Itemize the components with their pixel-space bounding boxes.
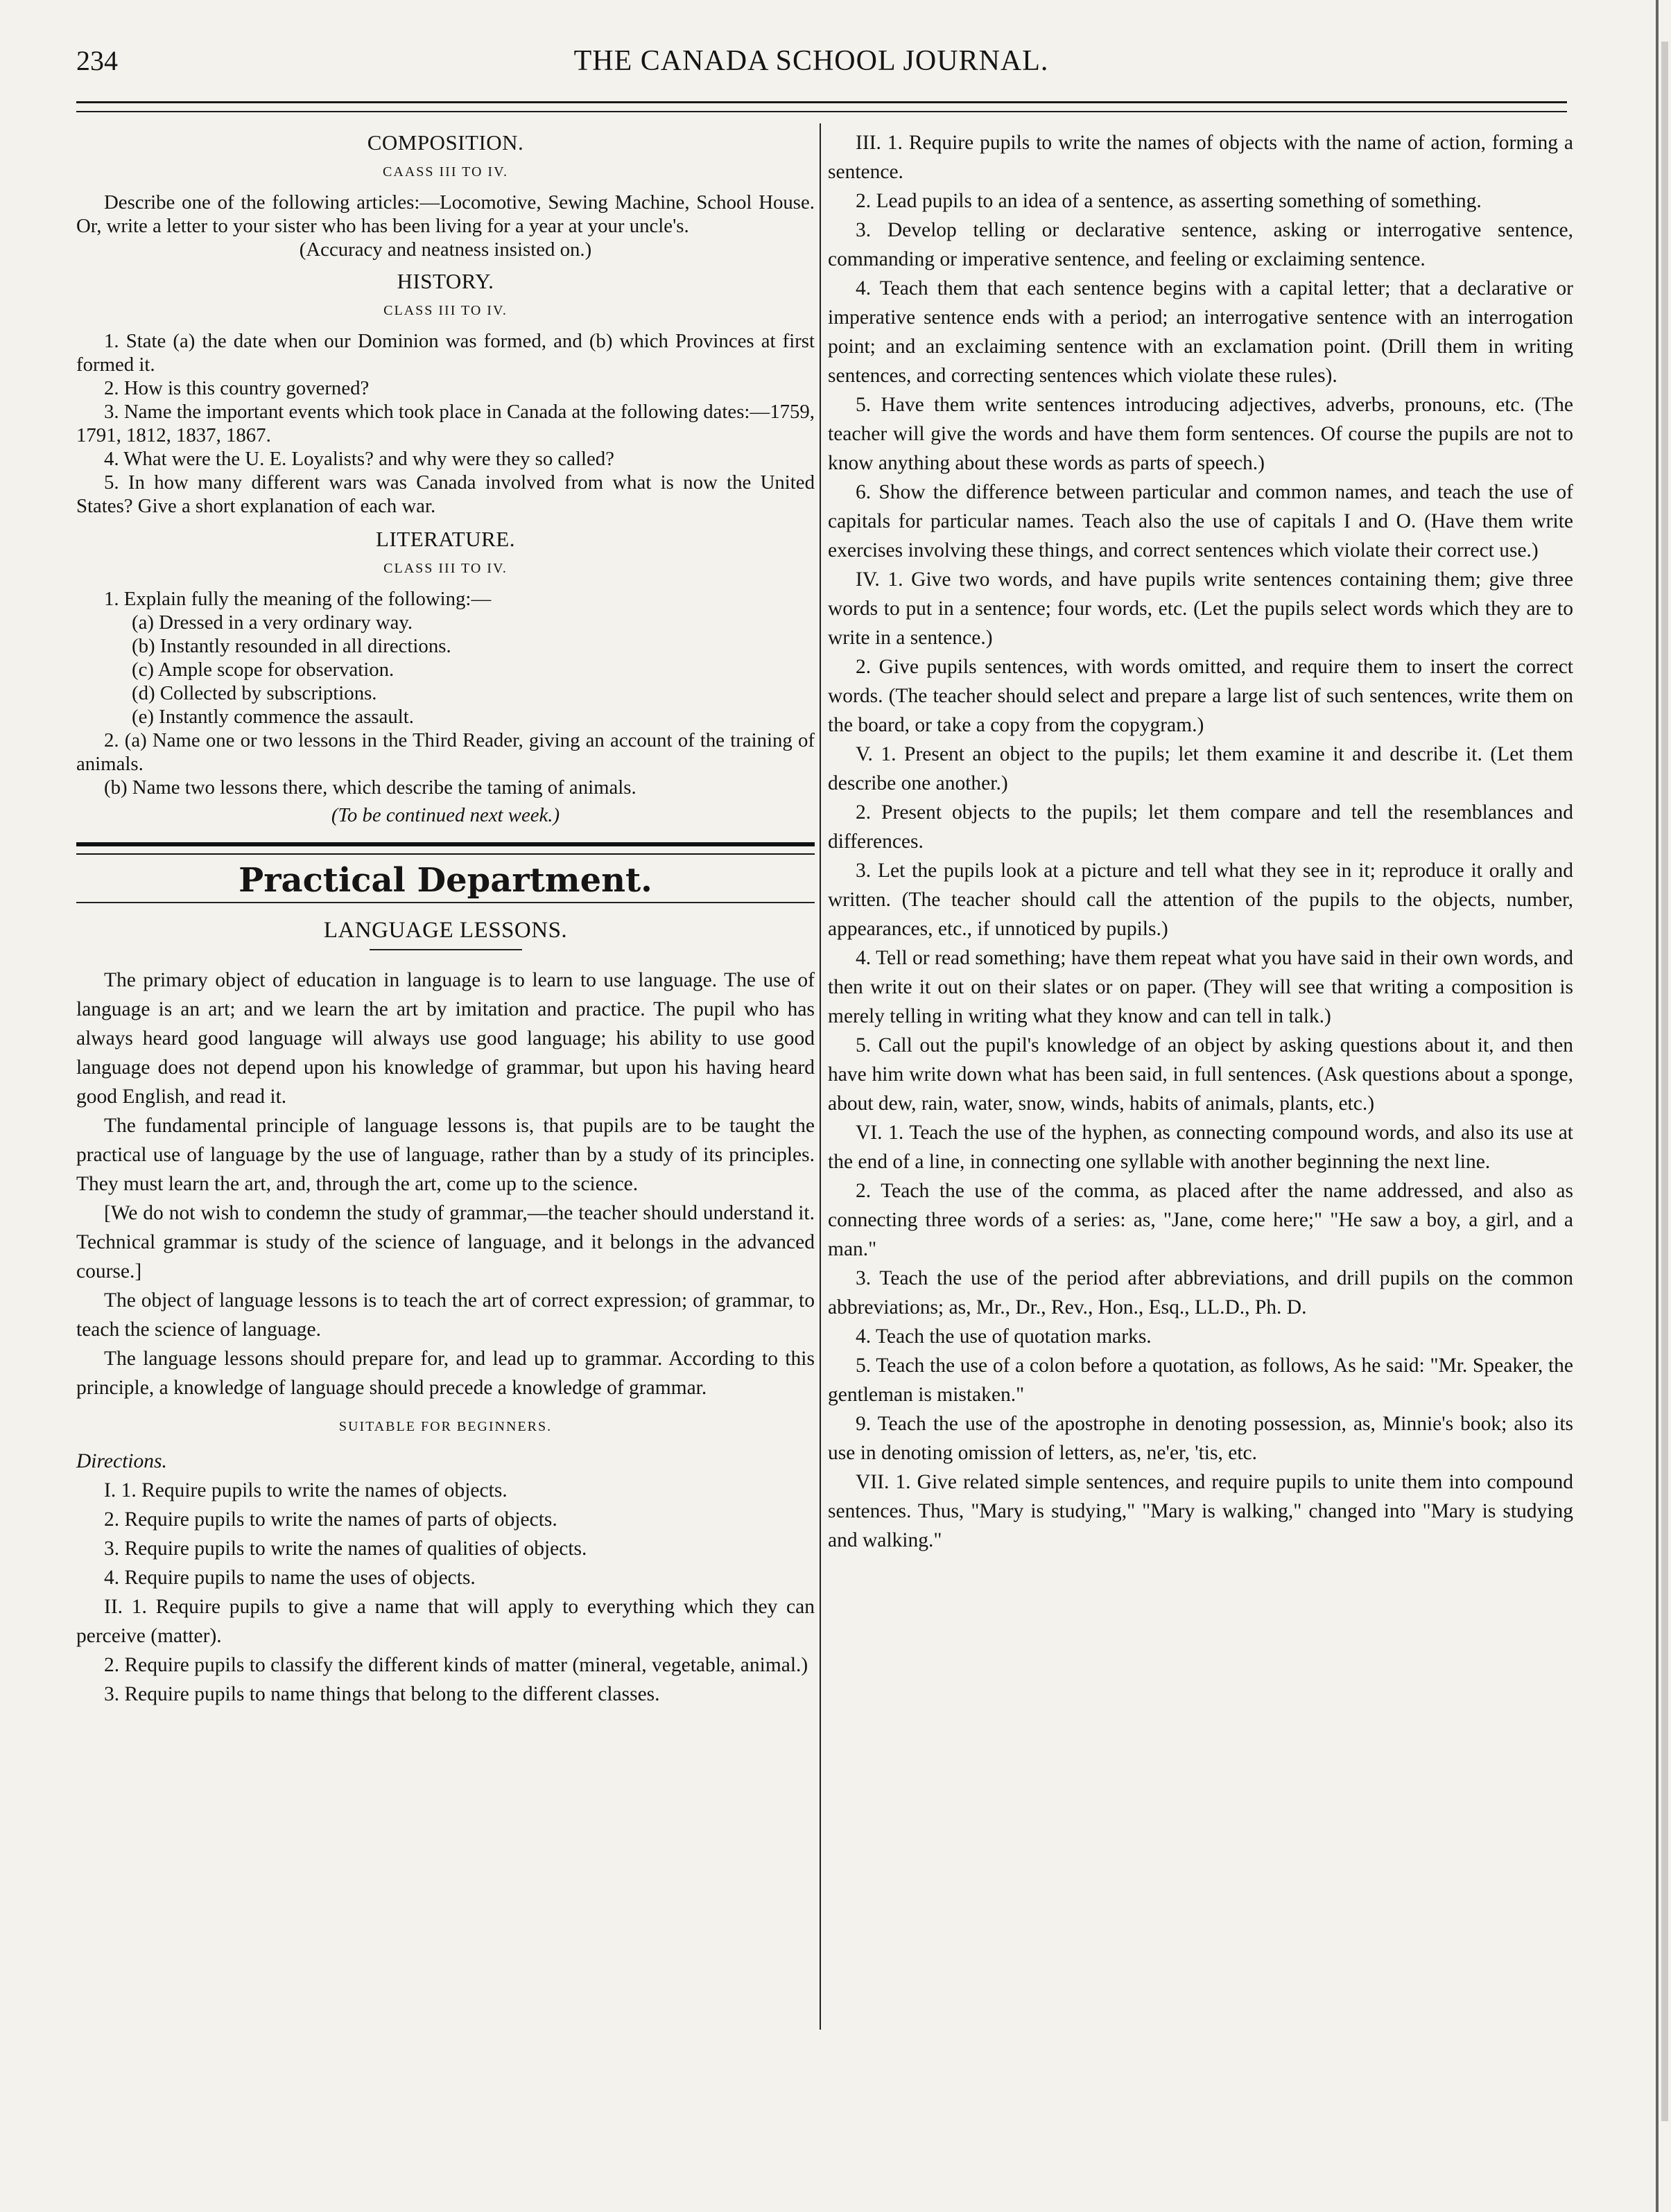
literature-subitem: (e) Instantly commence the assault. (132, 706, 415, 728)
department-rule (76, 902, 815, 903)
history-item: 2. How is this country governed? (104, 377, 370, 399)
history-heading: HISTORY. (397, 269, 494, 293)
direction-item: 2. Require pupils to classify the different kinds of matter (mineral, vegetable, animal.) (104, 1654, 808, 1676)
literature-class-line: CLASS III TO IV. (383, 561, 508, 576)
direction-item: I. 1. Require pupils to write the names of objects. (104, 1479, 508, 1501)
literature-subitem: (b) Instantly resounded in all directions. (132, 635, 451, 657)
history-item: 1. State (a) the date when our Dominion was formed, and (b) which Provinces at first formed it. (76, 330, 815, 376)
right-paragraph: 3. Teach the use of the period after abbreviations, and drill pupils on the common abbreviations; as, Mr., Dr., Rev., Hon., Esq., LL.D., Ph. D. (828, 1267, 1573, 1318)
literature-heading: LITERATURE. (376, 527, 515, 551)
right-paragraph: 2. Teach the use of the comma, as placed after the name addressed, and also as connecting three words of a series: as, "Jane, come here;" "He saw a boy, a girl, and a man." (828, 1180, 1573, 1260)
direction-item: 2. Require pupils to write the names of parts of objects. (104, 1508, 557, 1531)
right-paragraph: 4. Teach the use of quotation marks. (856, 1325, 1152, 1348)
language-paragraph: The fundamental principle of language lessons is, that pupils are to be taught the practical use of language by the use of language, rather than by a study of its principles. They must learn the art, and, through the art, come up to the science. (76, 1115, 815, 1195)
language-paragraph: The primary object of education in language is to learn to use language. The use of language is an art; and we learn the art by imitation and practice. The pupil who has always heard good language will always use good language; his ability to use good language does not depend upon his knowledge of grammar, but upon his having heard good English, and read it. (76, 969, 815, 1108)
right-paragraph: 6. Show the difference between particular and common names, and teach the use of capitals for particular names. Teach also the use of capitals I and O. (Have them write exercises involving these things, and correct sentences which violate their correct use.) (828, 481, 1573, 561)
continued-note: (To be continued next week.) (331, 804, 560, 826)
direction-item: II. 1. Require pupils to give a name that will apply to everything which they can perceive (matter). (76, 1596, 815, 1647)
directions-label: Directions. (76, 1450, 167, 1472)
right-paragraph: 2. Give pupils sentences, with words omitted, and require them to insert the correct words. (The teacher should select and prepare a large list of such sentences, write them on the board, or take a copy from the copygram.) (828, 656, 1573, 736)
language-paragraph: The language lessons should prepare for, and lead up to grammar. According to this principle, a knowledge of language should precede a knowledge of grammar. (76, 1348, 815, 1399)
right-paragraph: 9. Teach the use of the apostrophe in denoting possession, as, Minnie's book; also its use in denoting omission of letters, as, ne'er, 'tis, etc. (828, 1413, 1573, 1464)
history-item: 3. Name the important events which took place in Canada at the following dates:—1759, 1791, 1812, 1837, 1867. (76, 401, 815, 446)
right-paragraph: 2. Present objects to the pupils; let them compare and tell the resemblances and differences. (828, 801, 1573, 853)
direction-item: 3. Require pupils to write the names of qualities of objects. (104, 1538, 587, 1560)
department-title: Practical Department. (239, 861, 652, 900)
journal-title: THE CANADA SCHOOL JOURNAL. (573, 45, 1049, 77)
beginners-heading: SUITABLE FOR BEGINNERS. (338, 1419, 553, 1434)
right-paragraph: 2. Lead pupils to an idea of a sentence, as asserting something of something. (856, 190, 1482, 212)
column-divider (820, 123, 821, 2030)
composition-paragraph: Describe one of the following articles:—Locomotive, Sewing Machine, School House. Or, write a letter to your sister who has been living for a year at your uncle's. (76, 191, 815, 237)
composition-heading: COMPOSITION. (367, 130, 524, 155)
literature-item-2b: (b) Name two lessons there, which describe the taming of animals. (104, 776, 637, 799)
right-paragraph: VII. 1. Give related simple sentences, and require pupils to unite them into compound sentences. Thus, "Mary is studying," "Mary is walking," changed into "Mary is studying and walking." (828, 1471, 1573, 1551)
direction-item: 3. Require pupils to name things that belong to the different classes. (104, 1683, 660, 1705)
language-paragraph: [We do not wish to condemn the study of grammar,—the teacher should understand it. Technical grammar is study of the science of language, and it belongs in the advanced course.] (76, 1202, 815, 1282)
right-paragraph: 3. Let the pupils look at a picture and tell what they see in it; reproduce it orally and written. (The teacher should call the attention of the pupils to the objects, number, appearances, etc., if unnoticed by pupils.) (828, 860, 1573, 940)
right-paragraph: 3. Develop telling or declarative sentence, asking or interrogative sentence, commanding or imperative sentence, and feeling or exclaiming sentence. (828, 219, 1573, 270)
composition-class-line: CAASS III TO IV. (383, 164, 508, 180)
literature-subitem: (a) Dressed in a very ordinary way. (132, 611, 413, 634)
language-lessons-heading: LANGUAGE LESSONS. (323, 918, 568, 943)
direction-item: 4. Require pupils to name the uses of objects. (104, 1567, 476, 1589)
composition-note: (Accuracy and neatness insisted on.) (299, 238, 592, 261)
language-paragraph: The object of language lessons is to teach the art of correct expression; of grammar, to teach the science of language. (76, 1289, 815, 1341)
page-number: 234 (76, 45, 118, 76)
right-paragraph: 5. Teach the use of a colon before a quotation, as follows, As he said: "Mr. Speaker, the gentleman is mistaken." (828, 1355, 1573, 1406)
left-column (76, 128, 815, 1709)
right-paragraph: VI. 1. Teach the use of the hyphen, as connecting compound words, and also its use at the end of a line, in connecting one syllable with another beginning the next line. (828, 1122, 1573, 1173)
right-paragraph: 5. Call out the pupil's knowledge of an object by asking questions about it, and then have him write down what has been said, in full sentences. (Ask questions about a sponge, about dew, rain, water, snow, winds, habits of animals, plants, etc.) (828, 1034, 1573, 1115)
right-paragraph: 4. Teach them that each sentence begins with a capital letter; that a declarative or imperative sentence ends with a period; an interrogative sentence with an interrogation point; and an exclaiming sentence with an exclamation point. (Drill them in writing sentences, and correcting sentences which violate these rules). (828, 277, 1573, 387)
history-class-line: CLASS III TO IV. (383, 303, 508, 318)
literature-subitem: (d) Collected by subscriptions. (132, 682, 377, 704)
scan-edge-artifact (1643, 0, 1671, 2212)
right-paragraph: IV. 1. Give two words, and have pupils write sentences containing them; give three words to put in a sentence; four words, etc. (Let the pupils select words which they are to write in a sentence.) (828, 568, 1573, 649)
history-list (76, 329, 815, 518)
language-lessons (76, 916, 815, 1709)
literature-subitem: (c) Ample scope for observation. (132, 659, 395, 681)
right-paragraph: 4. Tell or read something; have them repeat what you have said in their own words, and then write it out on their slates or on paper. (They will see that writing a composition is merely telling in writing what they know and can tell in talk.) (828, 947, 1573, 1027)
language-heading-rule (370, 949, 522, 950)
right-paragraph: III. 1. Require pupils to write the names of objects with the name of action, forming a sentence. (828, 132, 1573, 183)
history-item: 4. What were the U. E. Loyalists? and why were they so called? (104, 448, 614, 470)
right-paragraph: 5. Have them write sentences introducing adjectives, adverbs, pronouns, etc. (The teacher will give the words and have them form sentences. Of course the pupils are not to know anything about these words as parts of speech.) (828, 394, 1573, 474)
page-header (76, 44, 1546, 86)
header-rule-top (76, 101, 1567, 103)
literature-item-1: 1. Explain fully the meaning of the following:— (104, 588, 492, 610)
header-rule-bottom (76, 111, 1567, 112)
section-double-rule (76, 842, 815, 855)
history-item: 5. In how many different wars was Canada involved from what is now the United States? Give a short explanation of each war. (76, 471, 815, 517)
right-column (828, 128, 1573, 1555)
right-paragraph: V. 1. Present an object to the pupils; let them examine it and describe it. (Let them describe one another.) (828, 743, 1573, 794)
literature-item-2: 2. (a) Name one or two lessons in the Third Reader, giving an account of the training of animals. (76, 729, 815, 775)
